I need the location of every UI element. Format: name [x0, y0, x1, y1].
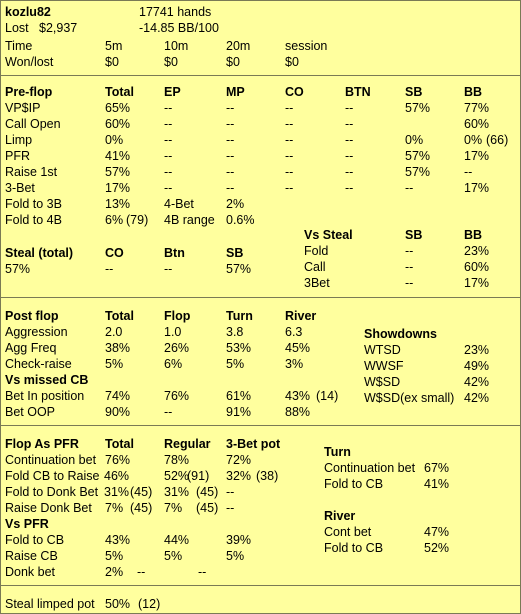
- divider: [1, 585, 520, 586]
- flop-pfr-sample-count: (91): [187, 469, 210, 483]
- preflop-cell: 57%: [405, 149, 431, 163]
- flop-pfr-cell: 7%: [105, 501, 124, 515]
- vs-steal-cell: 17%: [464, 276, 490, 290]
- preflop-cell: 41%: [105, 149, 131, 163]
- preflop-cell: --: [164, 149, 173, 163]
- postflop-col-turn: Turn: [226, 309, 253, 323]
- flop-pfr-cell: 52%: [164, 469, 190, 483]
- vs-pfr-cell: 5%: [164, 549, 183, 563]
- preflop-cell: 60%: [105, 117, 131, 131]
- flop-pfr-col-total: Total: [105, 437, 134, 451]
- turn-row-label: Continuation bet: [324, 461, 416, 475]
- steal-cell: --: [105, 262, 114, 276]
- preflop-row-label: Limp: [5, 133, 33, 147]
- fold-to-3b-value: 13%: [105, 197, 131, 211]
- flop-pfr-title: Flop As PFR: [5, 437, 79, 451]
- postflop-cell: 6%: [164, 357, 183, 371]
- preflop-row-label: Raise 1st: [5, 165, 58, 179]
- preflop-col-total: Total: [105, 85, 134, 99]
- missed-cb-cell: 74%: [105, 389, 131, 403]
- missed-cb-cell: 61%: [226, 389, 252, 403]
- postflop-cell: 2.0: [105, 325, 123, 339]
- hands-count: 17741 hands: [139, 5, 212, 19]
- won-lost-20m: $0: [226, 55, 240, 69]
- showdowns-title: Showdowns: [364, 327, 437, 341]
- preflop-col-ep: EP: [164, 85, 181, 99]
- river-value: 47%: [424, 525, 450, 539]
- preflop-cell: --: [405, 181, 414, 195]
- vs-pfr-row-label: Donk bet: [5, 565, 56, 579]
- flop-pfr-cell: 7%: [164, 501, 183, 515]
- flop-pfr-sample-count: (45): [130, 501, 153, 515]
- postflop-row-label: Agg Freq: [5, 341, 57, 355]
- preflop-cell: --: [285, 181, 294, 195]
- preflop-col-bb: BB: [464, 85, 483, 99]
- vs-steal-cell: --: [405, 244, 414, 258]
- missed-cb-cell: 91%: [226, 405, 252, 419]
- preflop-cell: 57%: [105, 165, 131, 179]
- fold-to-4b-count: (79): [126, 213, 149, 227]
- preflop-cell: --: [226, 133, 235, 147]
- vs-steal-cell: --: [405, 276, 414, 290]
- missed-cb-sample-count: (14): [316, 389, 339, 403]
- preflop-cell: --: [345, 165, 354, 179]
- preflop-cell: --: [226, 117, 235, 131]
- preflop-cell: --: [164, 133, 173, 147]
- flop-pfr-sample-count: (45): [130, 485, 153, 499]
- turn-value: 67%: [424, 461, 450, 475]
- turn-value: 41%: [424, 477, 450, 491]
- postflop-cell: 53%: [226, 341, 252, 355]
- preflop-cell: --: [345, 133, 354, 147]
- vs-pfr-row-label: Fold to CB: [5, 533, 65, 547]
- preflop-cell: --: [345, 149, 354, 163]
- postflop-col-total: Total: [105, 309, 134, 323]
- won-lost-label: Won/lost: [5, 55, 54, 69]
- player-name: kozlu82: [5, 5, 51, 19]
- missed-cb-title: Vs missed CB: [5, 373, 89, 387]
- flop-pfr-cell: 31%: [104, 485, 130, 499]
- postflop-cell: 3.8: [226, 325, 244, 339]
- flop-pfr-cell: 31%: [164, 485, 190, 499]
- vs-pfr-cell: 39%: [226, 533, 252, 547]
- divider: [1, 75, 520, 76]
- preflop-cell: 0%: [105, 133, 124, 147]
- missed-cb-cell: 76%: [164, 389, 190, 403]
- missed-cb-cell: 90%: [105, 405, 131, 419]
- showdown-label: W$SD: [364, 375, 401, 389]
- four-bet-range-value: 0.6%: [226, 213, 255, 227]
- river-row-label: Cont bet: [324, 525, 372, 539]
- lost-amount: $2,937: [39, 21, 78, 35]
- preflop-cell: --: [226, 165, 235, 179]
- preflop-col-sb: SB: [405, 85, 423, 99]
- preflop-cell: 60%: [464, 117, 490, 131]
- vs-pfr-cell: 43%: [105, 533, 131, 547]
- vs-pfr-cell: --: [137, 565, 146, 579]
- preflop-col-btn: BTN: [345, 85, 371, 99]
- steal-limped-count: (12): [138, 597, 161, 611]
- turn-row-label: Fold to CB: [324, 477, 384, 491]
- flop-pfr-row-label: Raise Donk Bet: [5, 501, 92, 515]
- preflop-cell: 17%: [464, 181, 490, 195]
- preflop-cell: --: [164, 117, 173, 131]
- flop-pfr-col-regular: Regular: [164, 437, 211, 451]
- preflop-row-label: Call Open: [5, 117, 61, 131]
- flop-pfr-row-label: Continuation bet: [5, 453, 97, 467]
- preflop-title: Pre-flop: [5, 85, 53, 99]
- preflop-cell: 0%: [464, 133, 483, 147]
- divider: [1, 297, 520, 298]
- showdown-value: 49%: [464, 359, 490, 373]
- preflop-cell: --: [464, 165, 473, 179]
- won-lost-10m: $0: [164, 55, 178, 69]
- steal-col-sb: SB: [226, 246, 244, 260]
- flop-pfr-cell: 32%: [226, 469, 252, 483]
- divider: [1, 425, 520, 426]
- vs-pfr-cell: 5%: [105, 549, 124, 563]
- fold-to-4b-value: 6%: [105, 213, 124, 227]
- vs-steal-cell: --: [405, 260, 414, 274]
- period-20m: 20m: [226, 39, 251, 53]
- preflop-cell: 17%: [105, 181, 131, 195]
- flop-pfr-sample-count: (45): [196, 485, 219, 499]
- vs-steal-row-label: Fold: [304, 244, 329, 258]
- vs-steal-title: Vs Steal: [304, 228, 353, 242]
- river-title: River: [324, 509, 356, 523]
- showdown-label: WWSF: [364, 359, 404, 373]
- steal-col-btn: Btn: [164, 246, 185, 260]
- limp-sample-count: (66): [486, 133, 509, 147]
- flop-pfr-col-3bet-pot: 3-Bet pot: [226, 437, 281, 451]
- missed-cb-row-label: Bet OOP: [5, 405, 56, 419]
- missed-cb-row-label: Bet In position: [5, 389, 85, 403]
- postflop-cell: 5%: [226, 357, 245, 371]
- showdown-value: 23%: [464, 343, 490, 357]
- river-row-label: Fold to CB: [324, 541, 384, 555]
- vs-steal-row-label: Call: [304, 260, 326, 274]
- showdown-label: WTSD: [364, 343, 401, 357]
- preflop-cell: --: [226, 181, 235, 195]
- vs-pfr-row-label: Raise CB: [5, 549, 58, 563]
- postflop-cell: 1.0: [164, 325, 182, 339]
- preflop-cell: --: [164, 181, 173, 195]
- preflop-cell: 57%: [405, 165, 431, 179]
- steal-cell: 57%: [226, 262, 252, 276]
- vs-pfr-cell: 2%: [105, 565, 124, 579]
- four-bet-label: 4-Bet: [164, 197, 194, 211]
- won-lost-5m: $0: [105, 55, 119, 69]
- steal-total-value: 57%: [5, 262, 31, 276]
- postflop-row-label: Check-raise: [5, 357, 72, 371]
- postflop-cell: 38%: [105, 341, 131, 355]
- missed-cb-cell: --: [164, 405, 173, 419]
- postflop-cell: 26%: [164, 341, 190, 355]
- steal-limped-value: 50%: [105, 597, 131, 611]
- flop-pfr-row-label: Fold CB to Raise: [5, 469, 100, 483]
- period-session: session: [285, 39, 328, 53]
- lost-label: Lost: [5, 21, 29, 35]
- preflop-cell: --: [285, 149, 294, 163]
- flop-pfr-sample-count: (38): [256, 469, 279, 483]
- vs-steal-cell: 60%: [464, 260, 490, 274]
- preflop-col-mp: MP: [226, 85, 245, 99]
- vs-pfr-cell: 5%: [226, 549, 245, 563]
- preflop-cell: --: [285, 117, 294, 131]
- postflop-cell: 6.3: [285, 325, 303, 339]
- vs-steal-row-label: 3Bet: [304, 276, 330, 290]
- showdown-label: W$SD(ex small): [364, 391, 455, 405]
- flop-pfr-cell: --: [226, 501, 235, 515]
- vs-pfr-cell: 44%: [164, 533, 190, 547]
- preflop-cell: --: [285, 101, 294, 115]
- vs-pfr-title: Vs PFR: [5, 517, 49, 531]
- flop-pfr-cell: 46%: [104, 469, 130, 483]
- flop-pfr-cell: 72%: [226, 453, 252, 467]
- preflop-cell: --: [164, 165, 173, 179]
- preflop-cell: 17%: [464, 149, 490, 163]
- preflop-cell: --: [226, 101, 235, 115]
- flop-pfr-row-label: Fold to Donk Bet: [5, 485, 99, 499]
- steal-cell: --: [164, 262, 173, 276]
- time-label: Time: [5, 39, 33, 53]
- turn-title: Turn: [324, 445, 351, 459]
- preflop-cell: --: [164, 101, 173, 115]
- four-bet-value: 2%: [226, 197, 245, 211]
- missed-cb-cell: 88%: [285, 405, 311, 419]
- period-10m: 10m: [164, 39, 189, 53]
- flop-pfr-cell: --: [226, 485, 235, 499]
- preflop-cell: 77%: [464, 101, 490, 115]
- preflop-row-label: VP$IP: [5, 101, 41, 115]
- showdown-value: 42%: [464, 391, 490, 405]
- preflop-cell: --: [285, 133, 294, 147]
- postflop-cell: 45%: [285, 341, 311, 355]
- preflop-cell: --: [285, 165, 294, 179]
- period-5m: 5m: [105, 39, 123, 53]
- preflop-cell: 65%: [105, 101, 131, 115]
- preflop-row-label: PFR: [5, 149, 30, 163]
- flop-pfr-sample-count: (45): [196, 501, 219, 515]
- fold-to-3b-label: Fold to 3B: [5, 197, 62, 211]
- preflop-cell: --: [345, 181, 354, 195]
- preflop-row-label: 3-Bet: [5, 181, 35, 195]
- postflop-title: Post flop: [5, 309, 59, 323]
- won-lost-session: $0: [285, 55, 299, 69]
- preflop-cell: --: [226, 149, 235, 163]
- preflop-cell: --: [345, 101, 354, 115]
- vs-steal-col-bb: BB: [464, 228, 483, 242]
- postflop-cell: 5%: [105, 357, 124, 371]
- preflop-cell: --: [345, 117, 354, 131]
- postflop-cell: 3%: [285, 357, 304, 371]
- fold-to-4b-label: Fold to 4B: [5, 213, 62, 227]
- vs-pfr-cell: --: [198, 565, 207, 579]
- steal-limped-label: Steal limped pot: [5, 597, 95, 611]
- bb-rate: -14.85 BB/100: [139, 21, 219, 35]
- preflop-cell: 0%: [405, 133, 424, 147]
- vs-steal-cell: 23%: [464, 244, 490, 258]
- postflop-col-river: River: [285, 309, 317, 323]
- postflop-row-label: Aggression: [5, 325, 68, 339]
- river-value: 52%: [424, 541, 450, 555]
- postflop-col-flop: Flop: [164, 309, 191, 323]
- preflop-col-co: CO: [285, 85, 304, 99]
- four-bet-range-label: 4B range: [164, 213, 215, 227]
- steal-title: Steal (total): [5, 246, 74, 260]
- missed-cb-cell: 43%: [285, 389, 311, 403]
- showdown-value: 42%: [464, 375, 490, 389]
- steal-col-co: CO: [105, 246, 124, 260]
- preflop-cell: 57%: [405, 101, 431, 115]
- flop-pfr-cell: 78%: [164, 453, 190, 467]
- flop-pfr-cell: 76%: [105, 453, 131, 467]
- vs-steal-col-sb: SB: [405, 228, 423, 242]
